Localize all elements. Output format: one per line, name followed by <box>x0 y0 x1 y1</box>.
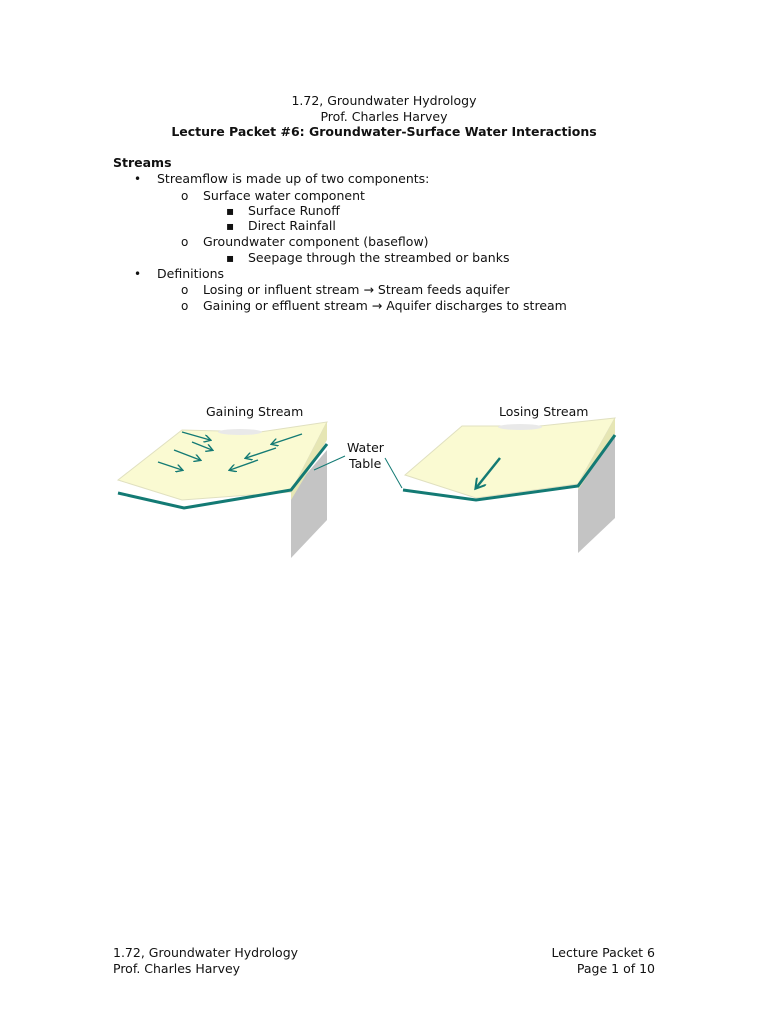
bullet-marker: • <box>134 267 142 281</box>
footer-left <box>113 945 298 977</box>
subsub-seepage: Seepage through the streambed or banks <box>248 250 510 265</box>
def-gaining-result: Aquifer discharges to stream <box>386 298 567 313</box>
def-losing-result: Stream feeds aquifer <box>377 282 510 297</box>
sub-marker: o <box>181 299 189 313</box>
gaining-stream-label: Gaining Stream <box>206 404 304 419</box>
losing-stream-block <box>403 418 615 553</box>
lecture-title: Lecture Packet #6: Groundwater-Surface Water Interactions <box>171 124 597 139</box>
def-gaining-term: Gaining or effluent stream <box>203 298 368 313</box>
sub-marker: o <box>181 283 189 297</box>
arrow-symbol: → <box>371 298 383 313</box>
bullet-marker: • <box>134 172 142 186</box>
square-marker: ▪ <box>226 219 235 233</box>
course-title: 1.72, Groundwater Hydrology <box>291 93 477 108</box>
square-marker: ▪ <box>226 251 235 265</box>
bullet-streamflow: Streamflow is made up of two components: <box>157 171 430 186</box>
footer-page-number: Page 1 of 10 <box>576 961 655 976</box>
water-label: Water <box>347 440 384 455</box>
section-heading: Streams <box>113 155 172 170</box>
footer-right <box>552 945 655 977</box>
sub-marker: o <box>181 189 189 203</box>
subsub-surface-runoff: Surface Runoff <box>248 203 340 218</box>
def-losing <box>203 282 510 298</box>
table-label: Table <box>349 456 382 471</box>
professor-name: Prof. Charles Harvey <box>320 108 448 124</box>
stream-diagram <box>110 400 630 565</box>
losing-stream-channel <box>498 424 542 430</box>
sub-surface-water: Surface water component <box>203 188 365 203</box>
footer-professor: Prof. Charles Harvey <box>113 961 241 976</box>
sub-groundwater: Groundwater component (baseflow) <box>203 234 429 249</box>
footer-course: 1.72, Groundwater Hydrology <box>113 945 299 960</box>
water-table-leader-right <box>385 458 402 488</box>
bullet-definitions: Definitions <box>157 266 225 281</box>
gaining-stream-channel <box>218 429 262 435</box>
footer-packet: Lecture Packet 6 <box>551 945 655 960</box>
subsub-direct-rainfall: Direct Rainfall <box>248 218 336 233</box>
gaining-stream-block <box>118 422 327 558</box>
losing-stream-label: Losing Stream <box>499 404 589 419</box>
def-gaining <box>203 298 567 314</box>
square-marker: ▪ <box>226 204 235 218</box>
def-losing-term: Losing or influent stream <box>203 282 360 297</box>
sub-marker: o <box>181 235 189 249</box>
document-header <box>0 93 768 140</box>
arrow-symbol: → <box>363 282 374 297</box>
